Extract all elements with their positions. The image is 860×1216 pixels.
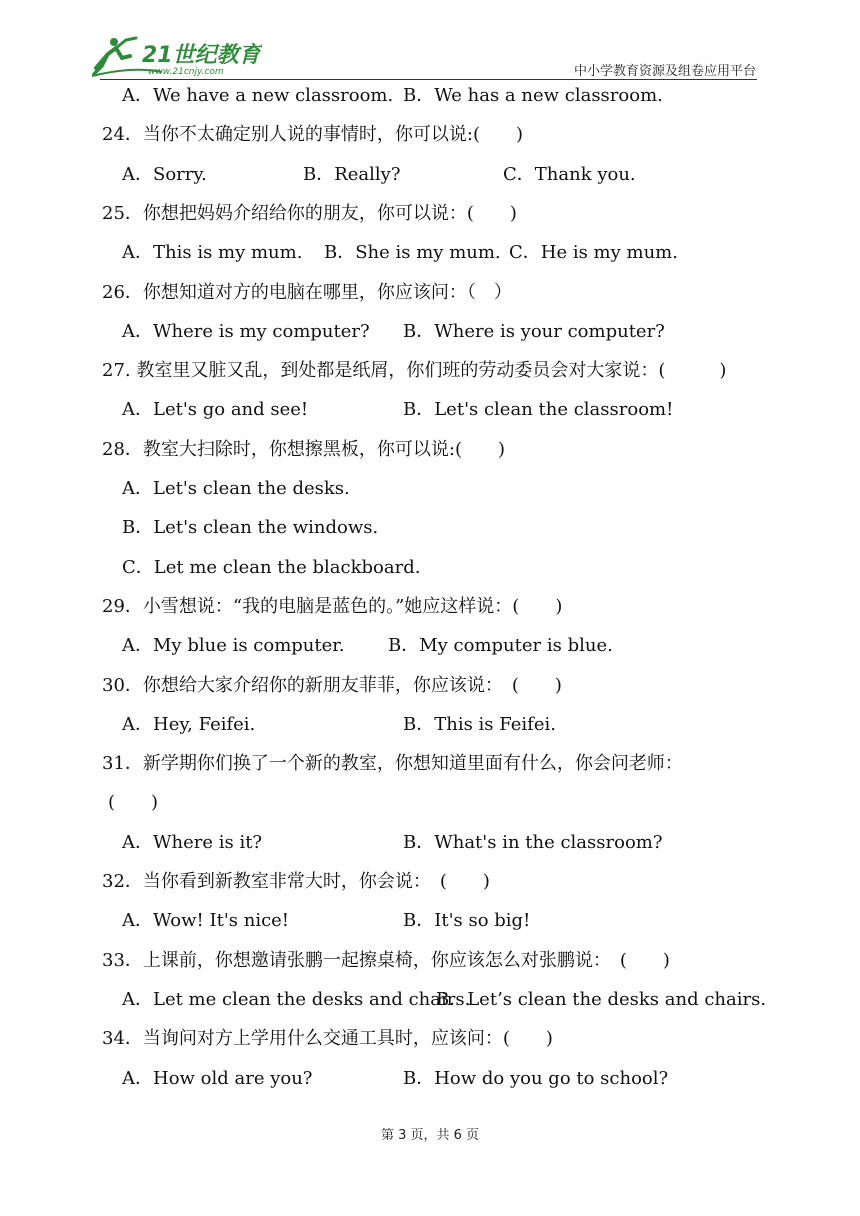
question-text: 25．你想把妈妈介绍给你的朋友，你可以说：( ) [102,202,517,224]
question-text: 32．当你看到新教室非常大时，你会说： ( ) [102,871,490,892]
answer-option: C．He is my mum. [509,242,678,264]
answer-option: B．We has a new classroom. [403,85,663,106]
answer-option: B．My computer is blue. [388,635,613,657]
logo [92,36,262,78]
answer-option: C．Thank you. [503,163,636,185]
answer-option: A．Where is my computer? [122,320,370,342]
answer-option: B．How do you go to school? [403,1067,669,1089]
question-text: 31．新学期你们换了一个新的教室，你想知道里面有什么，你会问老师： [102,753,683,775]
answer-option: B．Where is your computer? [403,320,665,342]
question-text: 30．你想给大家介绍你的新朋友菲菲，你应该说： ( ) [102,674,562,696]
answer-option: B．Let's clean the windows. [122,517,379,539]
runner-logo-icon [92,36,262,78]
answer-option: B．She is my mum. [324,242,501,264]
answer-option: A．Sorry. [122,163,207,185]
answer-option: A．Where is it? [122,831,263,853]
answer-option: B．This is Feifei. [403,713,556,735]
answer-option: A．Let's go and see! [122,399,309,421]
answer-option: A．This is my mum. [122,242,303,264]
question-text: 26．你想知道对方的电脑在哪里，你应该问：（ ） [102,281,512,303]
answer-option: B．Let’s clean the desks and chairs. [436,988,767,1010]
question-text: 34．当询问对方上学用什么交通工具时，应该问：( ) [102,1028,553,1050]
answer-option: B．It's so big! [403,910,531,932]
answer-option: B．Let's clean the classroom! [403,399,674,421]
question-text: ( ) [108,792,159,814]
question-text: 28．教室大扫除时，你想擦黑板，你可以说:( ) [102,438,506,460]
platform-name: 中小学教育资源及组卷应用平台 [573,64,756,79]
answer-option: A．My blue is computer. [122,635,345,657]
question-text: 24．当你不太确定别人说的事情时，你可以说:( ) [102,124,524,146]
answer-option: B．Really? [303,163,401,185]
answer-option: B．What's in the classroom? [403,831,663,853]
question-text: 29．小雪想说：“我的电脑是蓝色的。”她应这样说：( ) [102,595,563,617]
question-text: 27. 教室里又脏又乱，到处都是纸屑，你们班的劳动委员会对大家说：( ) [102,360,727,382]
logo-brand: 21世纪教育 [142,43,261,68]
page-header [0,0,860,82]
answer-option: C．Let me clean the blackboard. [122,556,421,578]
answer-option: A．Let's clean the desks. [122,478,350,499]
answer-option: A．Wow! It's nice! [122,910,290,932]
question-text: 33．上课前，你想邀请张鹏一起擦桌椅，你应该怎么对张鹏说： ( ) [102,949,670,971]
answer-option: A．Hey, Feifei. [122,713,256,735]
answer-option: A．Let me clean the desks and chairs. [122,988,471,1010]
answer-option: A．We have a new classroom. [122,85,394,106]
answer-option: A．How old are you? [122,1067,313,1089]
logo-url: www.21cnjy.com [148,67,224,77]
page-number: 第 3 页，共 6 页 [380,1128,480,1143]
header-divider [100,79,757,80]
